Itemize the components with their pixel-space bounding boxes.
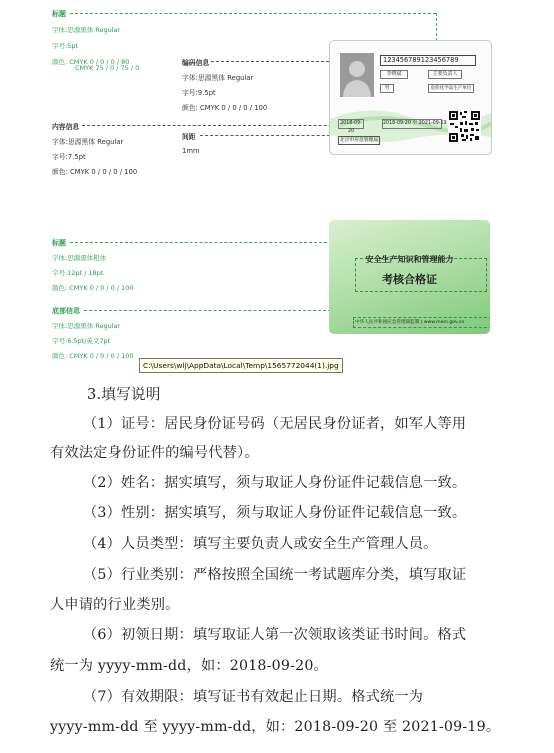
instruction-line: （4）人员类型：填写主要负责人或安全生产管理人员。	[83, 536, 438, 552]
footer-leader-line	[84, 310, 356, 311]
title-spec-heading: 标题	[52, 10, 66, 18]
spacing-leader-line	[200, 135, 340, 136]
content-font-spec: 字体:思源黑体 Regular	[52, 138, 124, 146]
instruction-line: （2）姓名：据实填写，须与取证人身份证件记载信息一致。	[83, 475, 467, 491]
back-title-size-spec: 字号:12pt / 18pt	[52, 269, 104, 277]
first-issue-date: 2018-09-20	[338, 119, 364, 129]
back-footer-text: 中华人民共和国应急管理部监制 | www.mem.gov.cn	[353, 317, 490, 328]
code-size-spec: 字号:9.5pt	[182, 89, 216, 97]
back-title-line-2: 考核合格证	[382, 273, 437, 286]
back-title-spec-heading: 标题	[52, 239, 66, 247]
code-color-spec: 颜色: CMYK 0 / 0 / 0 / 100	[182, 104, 268, 112]
code-font-spec: 字体:思源黑体 Regular	[182, 74, 254, 82]
instruction-line: （3）性别：据实填写，须与取证人身份证件记载信息一致。	[83, 505, 467, 521]
person-type-field: 主要负责人	[428, 70, 462, 79]
validity-period: 2018-09-20 至 2021-09-19	[382, 119, 442, 129]
spacing-spec-heading: 间距	[182, 133, 196, 141]
certificate-card-front	[329, 40, 492, 155]
photo-placeholder	[340, 53, 374, 97]
back-title-leader-line	[70, 242, 352, 243]
instruction-line: （1）证号：居民身份证号码（无居民身份证者，如军人等用	[83, 416, 467, 432]
industry-field: 危险化学品生产单位	[428, 84, 474, 93]
footer-size-spec: 字号:6.5pt/英文7pt	[52, 337, 111, 345]
title-leader-line	[70, 13, 436, 14]
content-color-spec: 颜色: CMYK 0 / 0 / 0 / 100	[52, 168, 138, 176]
title-font-spec: 字体:思源黑体 Regular	[52, 26, 121, 34]
title-color-spec-2: CMYK 75 / 0 / 75 / 0	[75, 64, 140, 72]
footer-spec-heading: 底部信息	[52, 307, 80, 315]
instruction-line: 人申请的行业类别。	[50, 597, 180, 613]
back-title-color-spec: 颜色: CMYK 0 / 0 / 0 / 100	[52, 284, 134, 292]
spacing-value: 1mm	[182, 147, 200, 155]
qr-code-icon	[448, 110, 481, 143]
back-title-font-spec: 字体:思源黑体粗体	[52, 254, 107, 262]
file-path-tooltip: C:\Users\wlj\AppData\Local\Temp\1565772044(1).jpg	[139, 358, 343, 373]
footer-font-spec: 字体:思源黑体 Regular	[52, 322, 121, 330]
id-number-field: 123456789123456789	[380, 55, 476, 66]
back-title-line-1: 安全生产知识和管理能力	[365, 255, 454, 264]
instruction-line: （6）初领日期：填写取证人第一次领取该类证书时间。格式	[83, 627, 467, 643]
gender-field: 男	[380, 84, 394, 93]
instruction-line: yyyy-mm-dd 至 yyyy-mm-dd，如：2018-09-20 至 2021-09-19。	[50, 719, 501, 735]
certificate-card-back	[329, 220, 490, 334]
footer-color-spec: 颜色: CMYK 0 / 0 / 0 / 100	[52, 352, 134, 360]
instruction-line: 有效法定身份证件的编号代替）。	[50, 445, 259, 461]
person-silhouette-icon	[340, 53, 374, 97]
instructions-heading: 3.填写说明	[87, 386, 161, 403]
title-size-spec: 字号:5pt	[52, 42, 78, 50]
instruction-line: （7）有效期限：填写证书有效起止日期。格式统一为	[83, 689, 424, 705]
title-color-spec-1: 颜色: CMYK 0 / 0 / 0 / 80	[52, 58, 130, 66]
name-field: 李晓斌	[380, 70, 408, 79]
instruction-line: （5）行业类别：严格按照全国统一考试题库分类，填写取证	[83, 567, 467, 583]
content-size-spec: 字号:7.5pt	[52, 153, 86, 161]
instruction-line: 统一为 yyyy-mm-dd，如：2018-09-20。	[50, 658, 328, 674]
issuer-field: 北京市应急管理局	[339, 138, 379, 143]
content-spec-heading: 内容信息	[52, 123, 80, 131]
code-spec-heading: 编码信息	[182, 59, 210, 67]
